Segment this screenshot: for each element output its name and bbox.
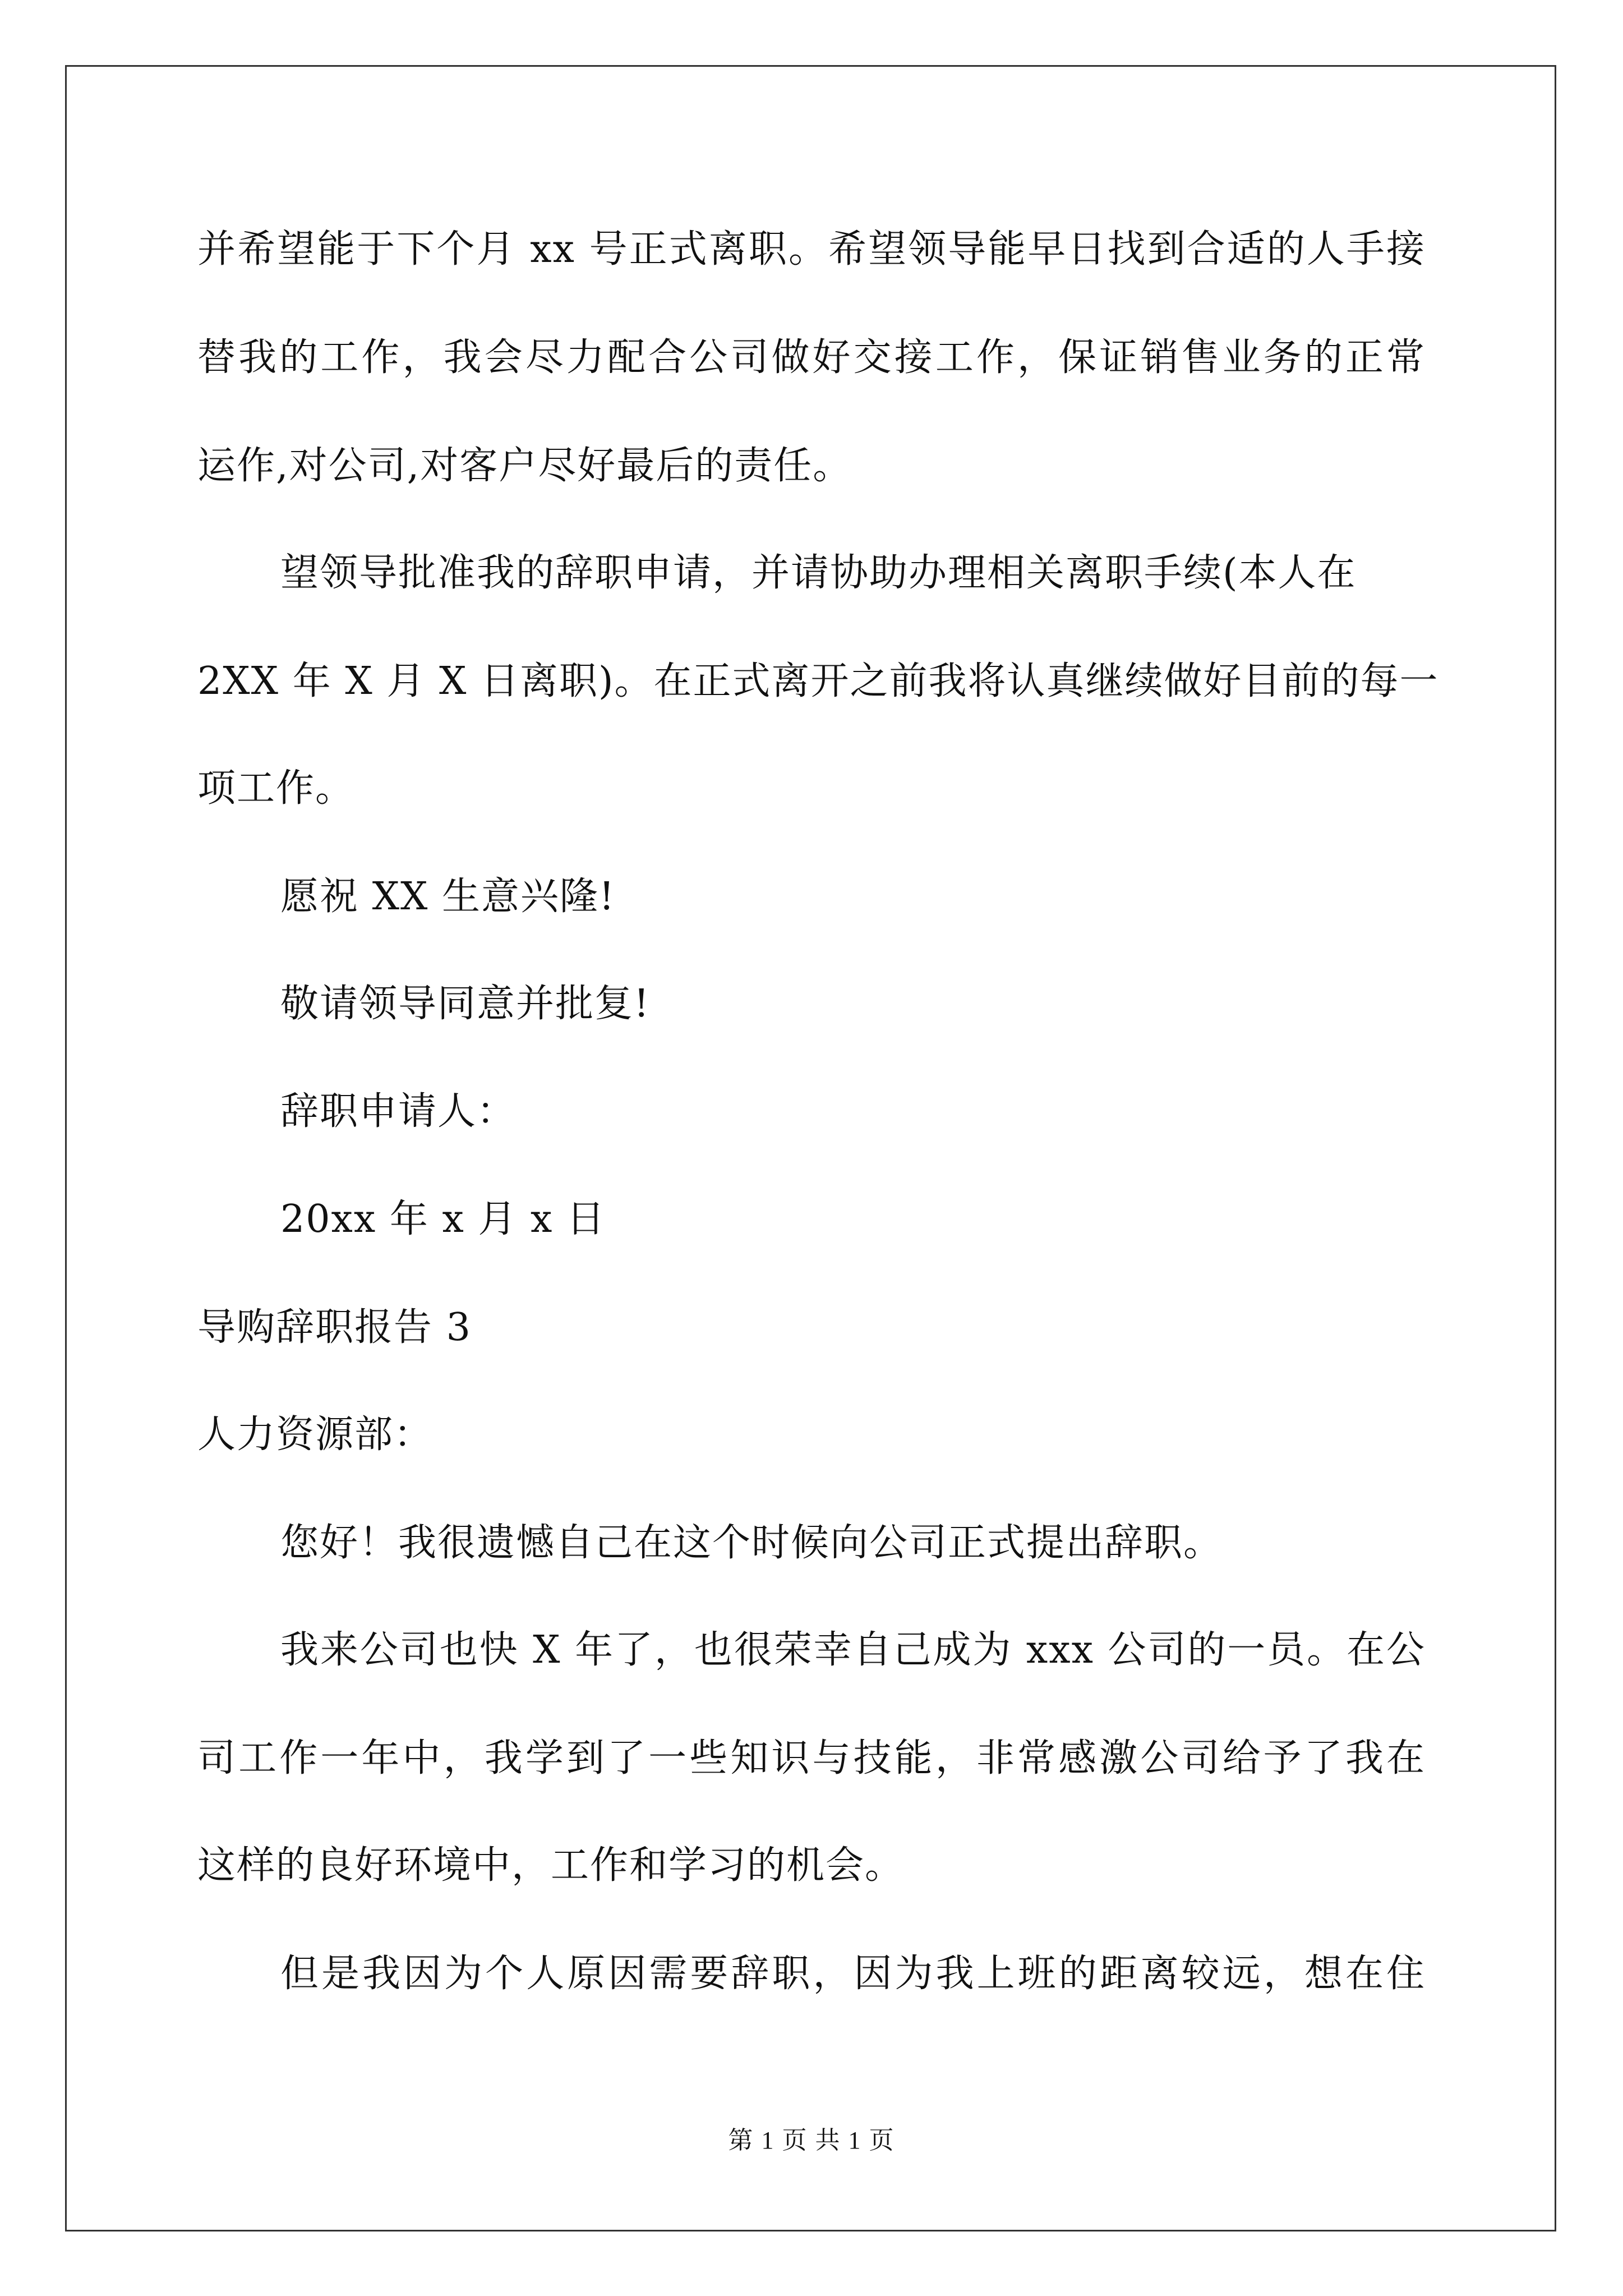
page-border	[65, 65, 1556, 2231]
body-line: 替我的工作，我会尽力配合公司做好交接工作，保证销售业务的正常	[197, 335, 1426, 380]
page-footer: 第 1 页 共 1 页	[728, 2127, 895, 2154]
body-line: 您好！我很遗憾自己在这个时候向公司正式提出辞职。	[280, 1521, 1223, 1565]
closing-request: 敬请领导同意并批复!	[280, 982, 651, 1026]
body-line: 但是我因为个人原因需要辞职，因为我上班的距离较远，想在住	[280, 1952, 1426, 1996]
body-line: 运作,对公司,对客户尽好最后的责任。	[197, 444, 852, 488]
body-line: 项工作。	[197, 766, 355, 811]
section-heading: 导购辞职报告 3	[197, 1305, 472, 1350]
body-line: 这样的良好环境中，工作和学习的机会。	[197, 1843, 905, 1888]
body-line: 司工作一年中，我学到了一些知识与技能，非常感激公司给予了我在	[197, 1736, 1426, 1780]
body-line: 并希望能于下个月 xx 号正式离职。希望领导能早日找到合适的人手接	[197, 227, 1426, 272]
body-line: 2XX 年 X 月 X 日离职)。在正式离开之前我将认真继续做好目前的每一	[197, 659, 1439, 703]
body-line: 望领导批准我的辞职申请，并请协助办理相关离职手续(本人在	[280, 551, 1357, 595]
signature-label: 辞职申请人：	[280, 1089, 517, 1134]
salutation: 人力资源部：	[197, 1412, 434, 1457]
closing-wish: 愿祝 XX 生意兴隆!	[280, 875, 616, 919]
body-line: 我来公司也快 X 年了，也很荣幸自己成为 xxx 公司的一员。在公	[280, 1628, 1426, 1672]
date-line: 20xx 年 x 月 x 日	[280, 1197, 606, 1241]
